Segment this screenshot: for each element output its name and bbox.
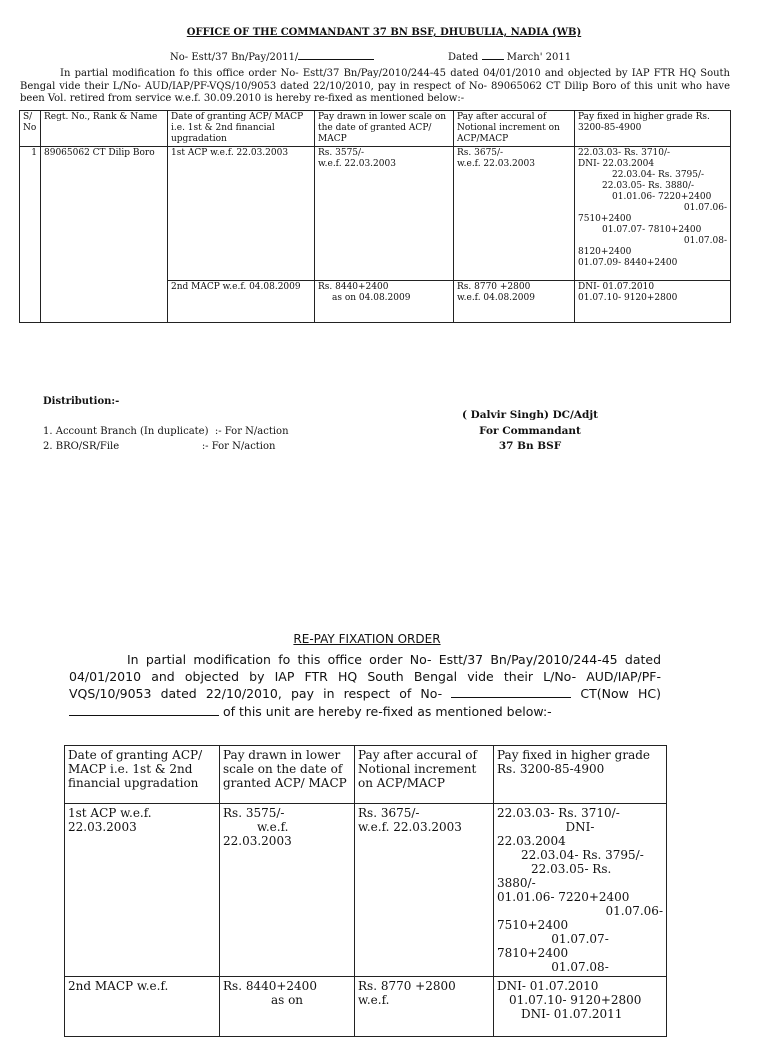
after-date: w.e.f. [358,993,390,1007]
col-header-after: Pay after accural of Notional increment on ACP/MACP [355,746,494,804]
drawn-amount: Rs. 3575/- [318,148,365,158]
col-header-date: Date of granting ACP/ MACP i.e. 1st & 2nd financial upgradation [168,111,315,147]
name-blank [69,703,219,716]
table-header-row [65,746,667,804]
drawn-wef: w.e.f. [257,820,289,834]
distribution-line-1: 1. Account Branch (In duplicate) :- For N/action [43,426,289,437]
cell-sno: 1 [20,147,41,323]
col-header-drawn: Pay drawn in lower scale on the date of granted ACP/ MACP [315,111,454,147]
cell-fixed [494,804,667,977]
cell-fixed [575,147,731,281]
distribution-heading: Distribution:- [43,396,120,407]
fixed-line: 7810+2400 [497,946,569,960]
fixed-line: 01.07.10- 9120+2800 [578,293,678,303]
cell-drawn [220,977,355,1037]
cell-date: 1st ACP w.e.f. 22.03.2003 [65,804,220,977]
pay-fixation-table [19,110,731,323]
fixed-line: 22.03.04- Rs. 3795/- [612,170,705,180]
signatory-unit: 37 Bn BSF [498,440,562,452]
col-header-sno: S/ No [20,111,41,147]
fixed-line: 01.07.08- [683,236,727,246]
col-header-after: Pay after accural of Notional increment on ACP/MACP [454,111,575,147]
drawn-amount: Rs. 3575/- [223,806,285,820]
after-date: w.e.f. 04.08.2009 [457,293,535,303]
after-date: w.e.f. 22.03.2003 [358,820,462,834]
fixed-line: 7510+2400 [578,214,632,224]
fixed-line: 01.01.06- 7220+2400 [612,192,712,202]
order-title: RE-PAY FIXATION ORDER [293,632,441,646]
fixed-line: 3880/- [497,876,536,890]
cell-date: 2nd MACP w.e.f. [65,977,220,1037]
col-header-date: Date of granting ACP/ MACP i.e. 1st & 2nd financial upgradation [65,746,220,804]
table-header-row [20,111,731,147]
cell-fixed [575,281,731,323]
fixed-line: 22.03.04- Rs. 3795/- [521,848,644,862]
fixed-line: 22.03.03- Rs. 3710/- [497,806,620,820]
repay-fixation-table [64,745,667,1037]
drawn-amount: Rs. 8440+2400 [318,282,389,292]
fixed-line: DNI- [565,820,595,834]
order-paragraph [69,652,661,720]
cell-after [454,147,575,281]
after-amount: Rs. 3675/- [457,148,504,158]
reference-number [170,47,374,63]
dated-line [448,47,571,63]
col-header-fixed: Pay fixed in higher grade Rs. 3200-85-4900 [575,111,731,147]
office-title: OFFICE OF THE COMMANDANT 37 BN BSF, DHUBULIA, NADIA (WB) [186,27,582,38]
fixed-line: DNI- 01.07.2011 [521,1007,623,1021]
fixed-line: 01.07.06- [683,203,727,213]
after-amount: Rs. 8770 +2800 [457,282,531,292]
fixed-line: 01.07.06- [605,904,663,918]
cell-drawn [315,147,454,281]
fixed-line: 01.07.09- 8440+2400 [578,258,678,268]
cell-after [454,281,575,323]
signatory-role: For Commandant [479,425,581,437]
drawn-amount: Rs. 8440+2400 [223,979,317,993]
table-row [65,977,667,1037]
cell-after [355,977,494,1037]
intro-paragraph [20,68,730,106]
fixed-line: 8120+2400 [578,247,632,257]
fixed-line: 01.01.06- 7220+2400 [497,890,630,904]
fixed-line: 01.07.10- 9120+2800 [509,993,642,1007]
fixed-line: DNI- 01.07.2010 [497,979,599,993]
signatory-name: ( Dalvir Singh) DC/Adjt [461,409,599,421]
col-header-drawn: Pay drawn in lower scale on the date of granted ACP/ MACP [220,746,355,804]
fixed-line: 22.03.05- Rs. 3880/- [602,181,695,191]
fixed-line: 22.03.05- Rs. [531,862,612,876]
order-text-c: of this unit are hereby re-fixed as mentioned below:- [222,703,552,719]
fixed-line: DNI- 22.03.2004 [578,159,655,169]
dated-blank [482,47,504,60]
drawn-date: 22.03.2003 [223,834,292,848]
dated-label: Dated [448,52,479,63]
ref-no-text: No- Estt/37 Bn/Pay/2011/ [170,52,299,63]
fixed-line: 01.07.08- [551,960,609,974]
cell-after [355,804,494,977]
table-row [20,147,731,281]
cell-drawn [315,281,454,323]
fixed-line: 01.07.07- [551,932,609,946]
after-amount: Rs. 8770 +2800 [358,979,456,993]
cell-date: 2nd MACP w.e.f. 04.08.2009 [168,281,315,323]
fixed-line: 7510+2400 [497,918,569,932]
after-amount: Rs. 3675/- [358,806,420,820]
cell-date: 1st ACP w.e.f. 22.03.2003 [168,147,315,281]
col-header-fixed: Pay fixed in higher grade Rs. 3200-85-4900 [494,746,667,804]
dated-month: March' 2011 [506,52,572,63]
drawn-date: w.e.f. 22.03.2003 [318,159,396,169]
cell-fixed [494,977,667,1037]
regt-no-blank [451,685,571,698]
fixed-line: 01.07.07- 7810+2400 [602,225,702,235]
ref-blank [298,47,374,60]
order-text-a: In partial modification fo this office order No- Estt/37 Bn/Pay/2010/244-45 dated 04/01/2010 and objected by IAP FTR HQ South Bengal vide their L/No- AUD/IAP/PF-VQS/10/9053 dated 22/10/2010, pay in respect of No- [69,652,661,701]
cell-regt: 89065062 CT Dilip Boro [41,147,168,323]
fixed-line: 22.03.03- Rs. 3710/- [578,148,671,158]
col-header-regt: Regt. No., Rank & Name [41,111,168,147]
distribution-line-2: 2. BRO/SR/File :- For N/action [43,441,276,452]
cell-drawn [220,804,355,977]
fixed-line: 22.03.2004 [497,834,566,848]
order-text-b: CT(Now HC) [580,686,661,701]
fixed-line: DNI- 01.07.2010 [578,282,655,292]
drawn-date: as on [270,993,304,1007]
table-row [65,804,667,977]
intro-text: In partial modification fo this office order No- Estt/37 Bn/Pay/2010/244-45 dated 04/01/2010 and objected by IAP FTR HQ South Bengal vide their L/No- AUD/IAP/PF-VQS/10/9053 dated 22/10/2010, pay in respect of No- 89065062 CT Dilip Boro of this unit who have been Vol. retired from service w.e.f. 30.09.2010 is hereby re-fixed as mentioned below:- [20,68,730,104]
drawn-date: as on 04.08.2009 [332,293,411,303]
after-date: w.e.f. 22.03.2003 [457,159,535,169]
